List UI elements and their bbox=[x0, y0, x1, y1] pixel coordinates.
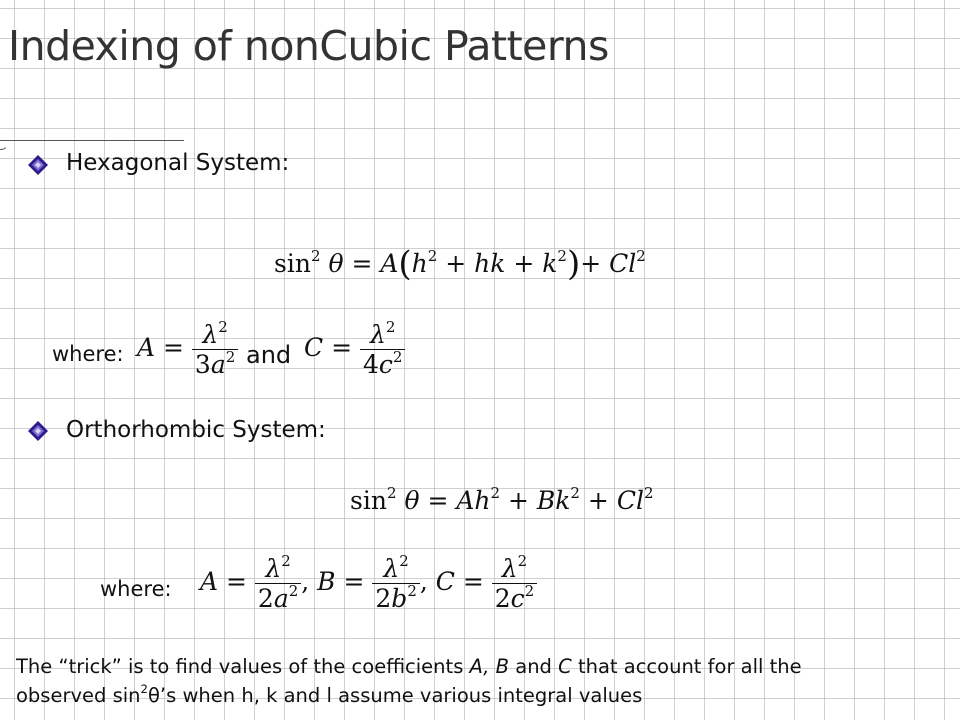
orthorhombic-where-label: where: bbox=[100, 577, 172, 601]
note-superscript: 2 bbox=[140, 682, 148, 697]
diamond-bullet-icon bbox=[27, 420, 49, 442]
hexagonal-coef-a: A = $\frac{\lambda^2}{3a^2}$ bbox=[137, 320, 238, 379]
note-coef-b: B bbox=[495, 655, 510, 678]
hexagonal-where-label: where: bbox=[52, 342, 124, 366]
trick-note bbox=[16, 652, 946, 710]
bullet-hexagonal: Hexagonal System: bbox=[66, 150, 290, 176]
diamond-bullet-icon bbox=[27, 154, 49, 176]
note-text: that account for all the bbox=[571, 655, 802, 678]
note-theta: θ bbox=[147, 684, 160, 707]
orthorhombic-coefficients: A = $\frac{\lambda^2}{2a^2}$ , B = $\frac{\lambda^2}{2b^2}$ , C = $\frac{\lambda^2}{2c^2}$ bbox=[200, 554, 537, 613]
note-coef-a: A, bbox=[469, 655, 490, 678]
note-text: and bbox=[509, 655, 559, 678]
hexagonal-and-label: and bbox=[246, 341, 292, 369]
hexagonal-coef-c: C = $\frac{\lambda^2}{4c^2}$ bbox=[304, 320, 405, 379]
title-divider bbox=[0, 140, 184, 141]
bullet-orthorhombic: Orthorhombic System: bbox=[66, 417, 326, 443]
note-coef-c: C bbox=[558, 655, 572, 678]
orthorhombic-formula: $\sin^2 \theta = Ah^2 + Bk^2 + Cl^2$ bbox=[350, 483, 654, 515]
hexagonal-formula: $\sin^2 \theta = A(h^2$ + hk + $k^2)+ Cl^2$ bbox=[274, 244, 646, 284]
note-text: The “trick” is to find values of the coefficients bbox=[16, 655, 470, 678]
page-title: Indexing of nonCubic Patterns bbox=[8, 22, 609, 70]
note-text: ’s when h, k and l assume various integral values bbox=[159, 684, 643, 707]
divider-hook bbox=[0, 136, 8, 150]
note-text: observed sin bbox=[16, 684, 141, 707]
